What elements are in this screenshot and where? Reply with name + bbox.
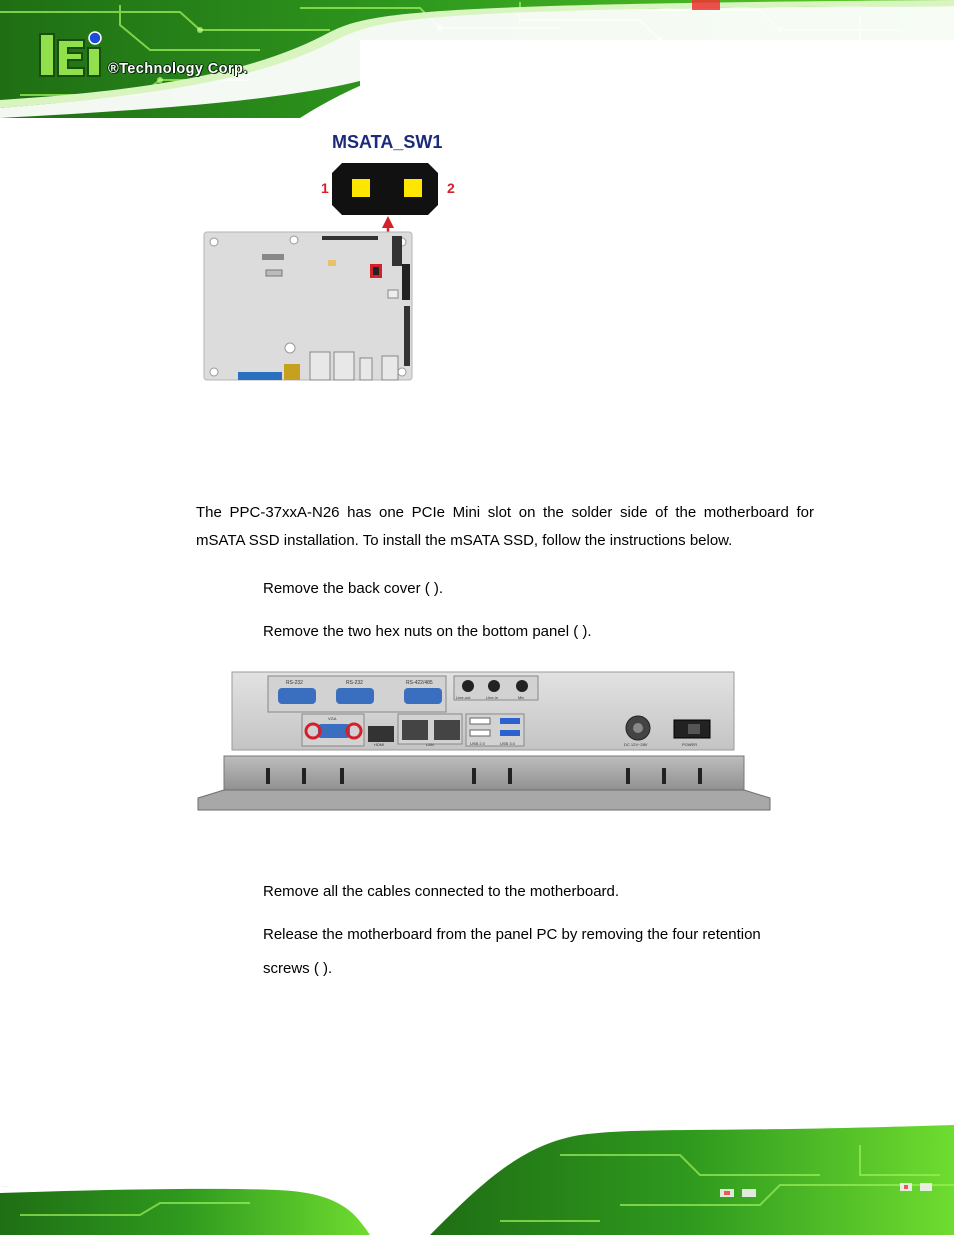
svg-text:Line-in: Line-in: [486, 695, 499, 700]
step-remove-hex-nuts: Remove the two hex nuts on the bottom panel ( ).: [263, 623, 592, 640]
svg-text:USB 2.0: USB 2.0: [470, 741, 485, 746]
iei-logo: [38, 30, 108, 80]
pin-2-label: 2: [447, 180, 455, 196]
svg-text:Mic: Mic: [518, 695, 525, 700]
step-remove-back-cover: Remove the back cover ( ).: [263, 580, 444, 597]
svg-text:VGA: VGA: [328, 716, 337, 721]
logo-text: ®Technology Corp.: [108, 61, 248, 77]
jumper-title: MSATA_SW1: [332, 132, 443, 152]
header-banner: [0, 0, 954, 118]
svg-text:RS-232: RS-232: [346, 680, 363, 686]
svg-text:DC 12V~28V: DC 12V~28V: [624, 742, 648, 747]
pin-1-label: 1: [321, 180, 329, 196]
jumper-pin-2: [404, 179, 422, 197]
step-release-motherboard: Release the motherboard from the panel PC by removing the four retention: [263, 926, 761, 943]
bottom-panel-image: [196, 670, 772, 818]
svg-text:HDMI: HDMI: [374, 742, 385, 747]
jumper-diagram: [330, 161, 440, 217]
intro-paragraph: The PPC-37xxA-N26 has one PCIe Mini slot on the solder side of the motherboard for mSATA SSD installation. To install the mSATA SSD, follow the instructions below.: [196, 504, 814, 549]
svg-text:RS-232: RS-232: [286, 680, 303, 686]
svg-text:LAN: LAN: [426, 742, 434, 747]
iei-logo-icon: [38, 30, 108, 80]
svg-text:USB 3.0: USB 3.0: [500, 741, 515, 746]
svg-text:Line-out: Line-out: [456, 695, 471, 700]
footer-banner: [0, 1125, 954, 1235]
pcb-footer-background: [0, 1125, 954, 1235]
pcb-background: [0, 0, 954, 118]
motherboard-image: [202, 230, 416, 390]
svg-text:POWER: POWER: [682, 742, 698, 747]
step-remove-cables: Remove all the cables connected to the motherboard.: [263, 883, 620, 900]
step-release-motherboard-cont: screws ( ).: [263, 960, 333, 977]
jumper-pin-1: [352, 179, 370, 197]
svg-text:RS-422/485: RS-422/485: [406, 680, 433, 686]
